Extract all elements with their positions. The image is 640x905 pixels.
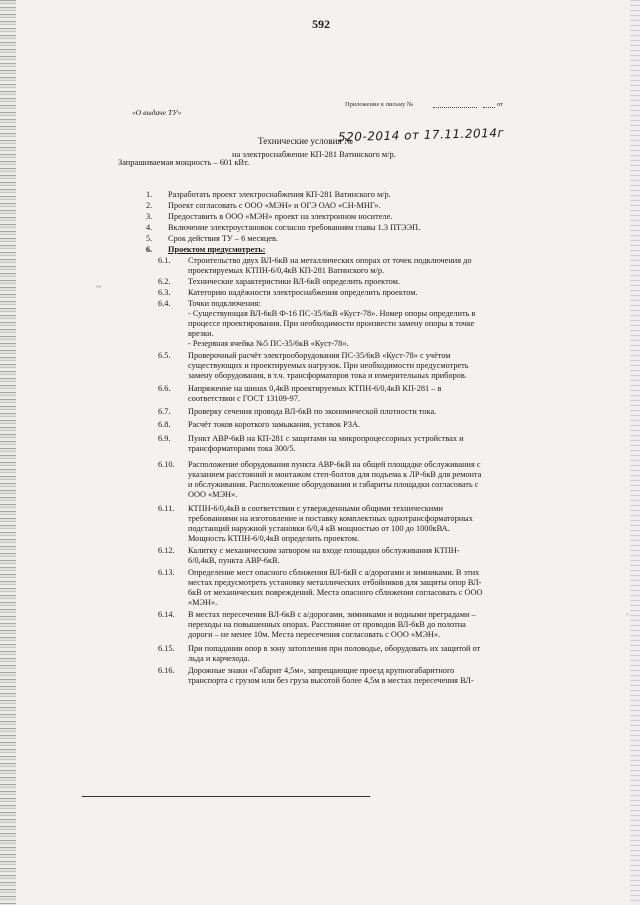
subitem-number: 6.4. <box>158 299 171 308</box>
subitem-text: КТПН-6/0,4кВ в соответствии с утвержденными общими техническими требованиями на изготовление и поставку комплектных однотрансформаторных подстанций наружной установки 6/0,4 кВ мощностью от 100 до 1000кВА. Мощность КТПН-6/0,4кВ определить проектом. <box>188 504 473 543</box>
subitem-text: Проверку сечения провода ВЛ-6кВ по экономической плотности тока. <box>188 407 437 416</box>
subitem-text: Расположение оборудования пункта АВР-6кВ на общей площадке обслуживания с указанием расстояний и монтажом степ-болтов для подъема к ЛР-6кВ для ремонта и обслуживания. Расположение оборудования и габариты площадки согласовать с ООО «МЭН». <box>188 460 482 499</box>
subitem-number: 6.6. <box>158 384 171 393</box>
document-subtitle: на электроснабжение КП-281 Ватинского м/р. <box>232 150 396 159</box>
item-text: Срок действия ТУ – 6 месяцев. <box>168 234 279 243</box>
subitem-number: 6.1. <box>158 256 171 265</box>
attachment-date-line <box>483 107 495 108</box>
subitem-number: 6.14. <box>158 610 175 619</box>
attachment-number-line <box>433 107 477 108</box>
item-number: 6. <box>146 245 153 254</box>
scan-edge-right <box>630 0 640 905</box>
footnote-rule <box>82 796 370 797</box>
subitem-text: Напряжение на шинах 0,4кВ проектируемых КТПН-6/0,4кВ КП-281 – в соответствии с ГОСТ 13109-97. <box>188 384 442 403</box>
subitem-number: 6.9. <box>158 434 171 443</box>
item-number: 5. <box>146 234 153 243</box>
document-title: Технические условия № <box>258 136 353 146</box>
scan-edge-left <box>0 0 16 905</box>
subitem-text: Строительство двух ВЛ-6кВ на металлических опорах от точек подключения до проектируемых КТПН-6/0,4кВ КП-281 Ватинского м/р. <box>188 256 472 275</box>
requested-power: Запрашиваемая мощность – 601 кВт. <box>118 158 250 167</box>
subitem-text: Калитку с механическим затвором на входе площадки обслуживания КТПН- 6/0,4кВ, пункта АВР-6кВ. <box>188 546 460 565</box>
subitem-text: Точки подключения: - Существующая ВЛ-6кВ Ф-16 ПС-35/6кВ «Куст-78». Номер опоры определить в процессе проектирования. При необходимости произвести замену опоры в точке врезки. - Резервная ячейка №5 ПС-35/6кВ «Куст-78». <box>188 299 476 348</box>
item-number: 3. <box>146 212 153 221</box>
item-heading: Проектом предусмотреть: <box>168 245 266 254</box>
subitem-text: В местах пересечения ВЛ-6кВ с а/дорогами, зимниками и водными преградами – переходы на повышенных опорах. Расстояние от проводов ВЛ-6кВ до полотна дороги – не менее 10м. Места пересечения согласовать с ООО «МЭН». <box>188 610 476 639</box>
item-text: Включение электроустановок согласно требованиям главы 1.3 ПТЭЭП. <box>168 223 421 232</box>
subitem-number: 6.12. <box>158 546 175 555</box>
margin-mark: · <box>626 610 630 621</box>
subitem-number: 6.10. <box>158 460 175 469</box>
subitem-number: 6.15. <box>158 644 175 653</box>
subitem-number: 6.5. <box>158 351 171 360</box>
margin-mark: ~ <box>96 282 102 293</box>
subitem-number: 6.16. <box>158 666 175 675</box>
subitem-text: Технические характеристики ВЛ-6кВ определить проектом. <box>188 277 400 286</box>
subitem-number: 6.7. <box>158 407 171 416</box>
subitem-number: 6.11. <box>158 504 175 513</box>
item-text: Предоставить в ООО «МЭН» проект на электронном носителе. <box>168 212 393 221</box>
attachment-from-label: от <box>497 101 503 108</box>
subitem-text: Пункт АВР-6кВ на КП-281 с защитами на микропроцессорных устройствах и трансформаторами тока 300/5. <box>188 434 464 453</box>
subitem-number: 6.8. <box>158 420 171 429</box>
attachment-label: Приложение к письму № <box>345 101 414 108</box>
subitem-text: Проверочный расчёт электрооборудования ПС-35/6кВ «Куст-78» с учётом существующих и проектируемых нагрузок. При необходимости предусмотреть замену оборудования, в т.ч. трансформаторов тока и измерительных приборов. <box>188 351 469 380</box>
item-text: Проект согласовать с ООО «МЭН» и ОГЭ ОАО «СН-МНГ». <box>168 201 381 210</box>
subitem-text: При попадании опор в зону затопления при половодье, оборудовать их защитой от льда и карчехода. <box>188 644 481 663</box>
subitem-number: 6.13. <box>158 568 175 577</box>
subitem-number: 6.3. <box>158 288 171 297</box>
item-text: Разработать проект электроснабжения КП-281 Ватинского м/р. <box>168 190 391 199</box>
item-number: 4. <box>146 223 153 232</box>
item-number: 2. <box>146 201 153 210</box>
subitem-text: Расчёт токов короткого замыкания, уставок РЗА. <box>188 420 361 429</box>
item-number: 1. <box>146 190 153 199</box>
subitem-text: Определение мест опасного сближения ВЛ-6кВ с а/дорогами и зимниками. В этих местах предусмотреть установку металлических отбойников для защиты опор ВЛ- 6кВ от механических повреждений. Места опасного сближения согласовать с ООО «МЭН». <box>188 568 483 607</box>
subitem-text: Категорию надёжности электроснабжения определить проектом. <box>188 288 418 297</box>
page-number: 592 <box>312 17 330 31</box>
subitem-text: Дорожные знаки «Габарит 4,5м», запрещающие проезд крупногабаритного транспорта с грузом или без груза высотой более 4,5м в местах пересечения ВЛ- <box>188 666 474 685</box>
tu-label: «О выдаче ТУ» <box>132 108 182 117</box>
subitem-number: 6.2. <box>158 277 171 286</box>
handwritten-number: 520-2014 от 17.11.2014г <box>337 125 505 145</box>
